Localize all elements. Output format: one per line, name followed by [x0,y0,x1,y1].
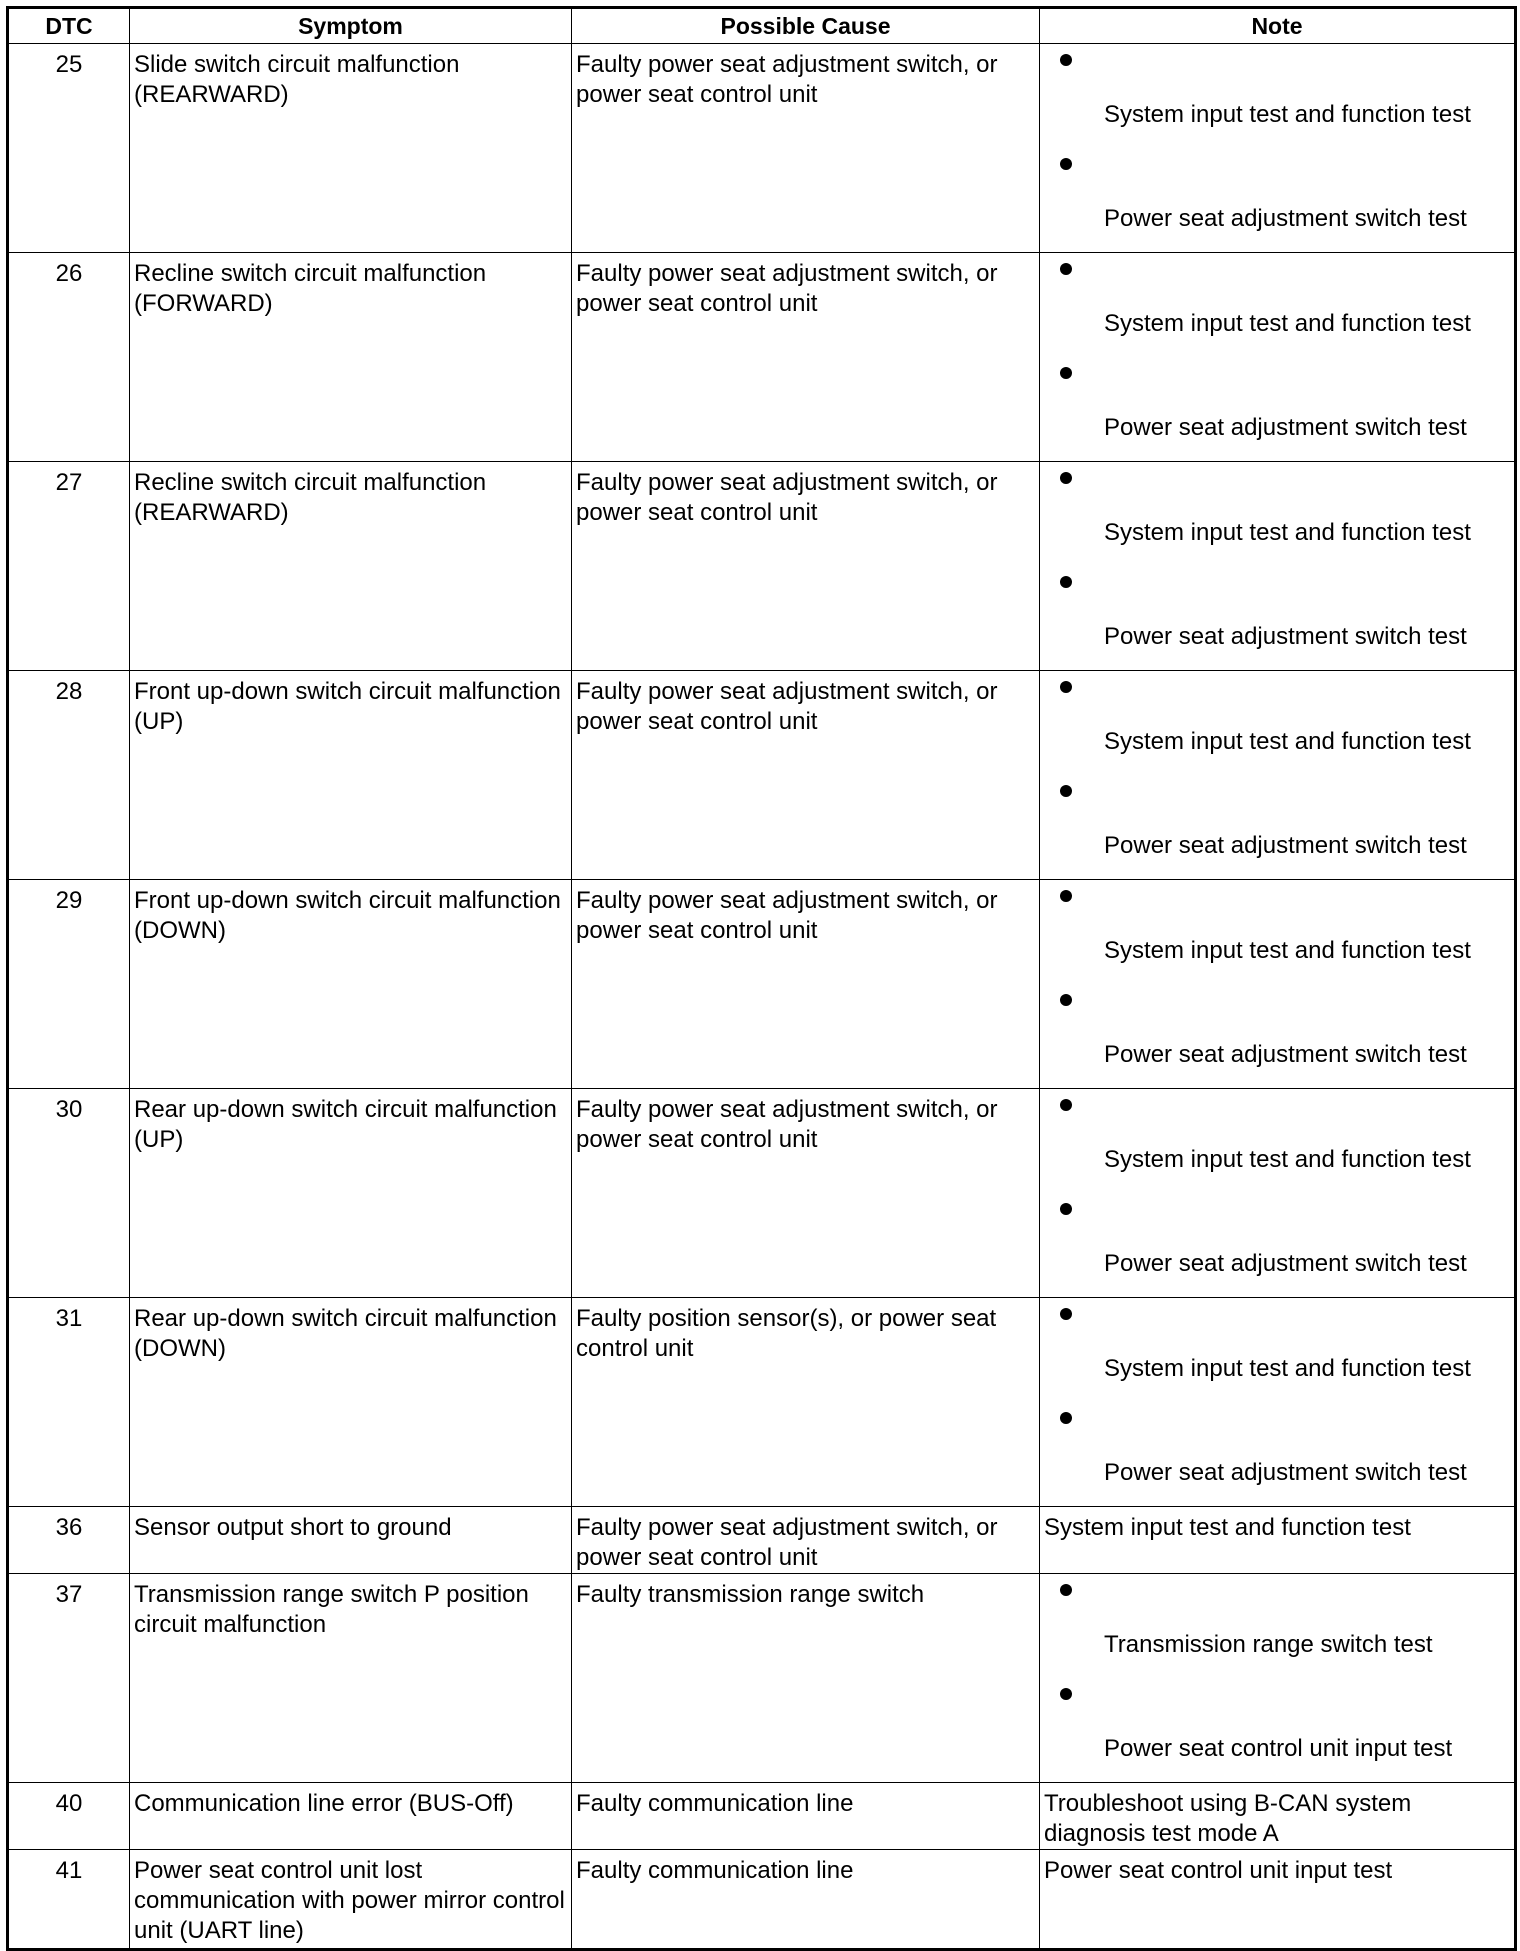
header-row [8,8,1516,44]
cause-cell: Faulty power seat adjustment switch, or power seat control unit [572,44,1040,253]
dtc-code: 29 [8,880,130,1089]
note-text: System input test and function test [1104,310,1471,337]
bullet-icon [1060,158,1072,170]
note-item [1060,671,1510,775]
cause-cell: Faulty position sensor(s), or power seat control unit [572,1298,1040,1507]
note-text: System input test and function test [1104,519,1471,546]
note-item [1060,775,1510,879]
table-row [8,1507,1516,1574]
symptom-cell: Rear up-down switch circuit malfunction (DOWN) [130,1298,572,1507]
note-text: System input test and function test [1104,1355,1471,1382]
cause-cell: Faulty power seat adjustment switch, or power seat control unit [572,1089,1040,1298]
note-cell [1040,44,1516,253]
bullet-icon [1060,890,1072,902]
note-cell [1040,880,1516,1089]
table-row [8,462,1516,671]
table-row [8,1850,1516,1950]
header-possible-cause: Possible Cause [572,8,1040,44]
note-cell: System input test and function test [1040,1507,1516,1574]
note-item [1060,44,1510,148]
note-text: Transmission range switch test [1104,1631,1433,1658]
cause-cell: Faulty communication line [572,1850,1040,1950]
note-text: System input test and function test [1104,101,1471,128]
symptom-cell: Slide switch circuit malfunction (REARWARD) [130,44,572,253]
symptom-cell: Sensor output short to ground [130,1507,572,1574]
note-item [1060,253,1510,357]
table-row [8,1298,1516,1507]
cause-cell: Faulty communication line [572,1783,1040,1850]
note-cell [1040,1089,1516,1298]
header-symptom: Symptom [130,8,572,44]
note-text: System input test and function test [1104,1146,1471,1173]
dtc-code: 37 [8,1574,130,1783]
note-text: System input test and function test [1104,937,1471,964]
note-text: Power seat adjustment switch test [1104,623,1467,650]
bullet-icon [1060,472,1072,484]
dtc-code: 25 [8,44,130,253]
dtc-code: 30 [8,1089,130,1298]
note-cell [1040,253,1516,462]
bullet-icon [1060,54,1072,66]
bullet-icon [1060,785,1072,797]
note-cell: Power seat control unit input test [1040,1850,1516,1950]
note-item [1060,984,1510,1088]
cause-cell: Faulty transmission range switch [572,1574,1040,1783]
note-item [1060,566,1510,670]
table-row [8,880,1516,1089]
note-item [1060,357,1510,461]
cause-cell: Faulty power seat adjustment switch, or power seat control unit [572,1507,1040,1574]
bullet-icon [1060,1584,1072,1596]
table-row [8,1783,1516,1850]
dtc-code: 28 [8,671,130,880]
bullet-icon [1060,994,1072,1006]
cause-cell: Faulty power seat adjustment switch, or power seat control unit [572,880,1040,1089]
note-cell [1040,1298,1516,1507]
bullet-icon [1060,1412,1072,1424]
dtc-code: 31 [8,1298,130,1507]
note-cell [1040,462,1516,671]
table-row [8,44,1516,253]
note-item [1060,462,1510,566]
dtc-table [6,6,1517,1951]
symptom-cell: Recline switch circuit malfunction (FORWARD) [130,253,572,462]
note-text: Power seat adjustment switch test [1104,1041,1467,1068]
dtc-code: 27 [8,462,130,671]
note-text: Power seat control unit input test [1104,1735,1453,1762]
bullet-icon [1060,1099,1072,1111]
symptom-cell: Rear up-down switch circuit malfunction (UP) [130,1089,572,1298]
note-item [1060,148,1510,252]
note-text: Power seat adjustment switch test [1104,1250,1467,1277]
note-item [1060,1089,1510,1193]
note-item [1060,880,1510,984]
note-text: System input test and function test [1104,728,1471,755]
note-text: Power seat adjustment switch test [1104,1459,1467,1486]
cause-cell: Faulty power seat adjustment switch, or power seat control unit [572,253,1040,462]
symptom-cell: Recline switch circuit malfunction (REARWARD) [130,462,572,671]
symptom-cell: Front up-down switch circuit malfunction (UP) [130,671,572,880]
note-item [1060,1402,1510,1506]
bullet-icon [1060,576,1072,588]
dtc-code: 36 [8,1507,130,1574]
bullet-icon [1060,1688,1072,1700]
note-cell [1040,1574,1516,1783]
cause-cell: Faulty power seat adjustment switch, or power seat control unit [572,462,1040,671]
header-note: Note [1040,8,1516,44]
note-text: Power seat adjustment switch test [1104,414,1467,441]
note-cell: Troubleshoot using B-CAN system diagnosis test mode A [1040,1783,1516,1850]
dtc-code: 41 [8,1850,130,1950]
table-row [8,671,1516,880]
symptom-cell: Power seat control unit lost communication with power mirror control unit (UART line) [130,1850,572,1950]
note-item [1060,1298,1510,1402]
symptom-cell: Front up-down switch circuit malfunction (DOWN) [130,880,572,1089]
table-row [8,253,1516,462]
symptom-cell: Transmission range switch P position circuit malfunction [130,1574,572,1783]
note-text: Power seat adjustment switch test [1104,205,1467,232]
note-item [1060,1574,1510,1678]
note-item [1060,1193,1510,1297]
bullet-icon [1060,1203,1072,1215]
dtc-code: 26 [8,253,130,462]
note-cell [1040,671,1516,880]
note-item [1060,1678,1510,1782]
bullet-icon [1060,263,1072,275]
table-row [8,1089,1516,1298]
bullet-icon [1060,1308,1072,1320]
cause-cell: Faulty power seat adjustment switch, or power seat control unit [572,671,1040,880]
dtc-code: 40 [8,1783,130,1850]
symptom-cell: Communication line error (BUS-Off) [130,1783,572,1850]
bullet-icon [1060,681,1072,693]
bullet-icon [1060,367,1072,379]
note-text: Power seat adjustment switch test [1104,832,1467,859]
header-dtc: DTC [8,8,130,44]
table-row [8,1574,1516,1783]
